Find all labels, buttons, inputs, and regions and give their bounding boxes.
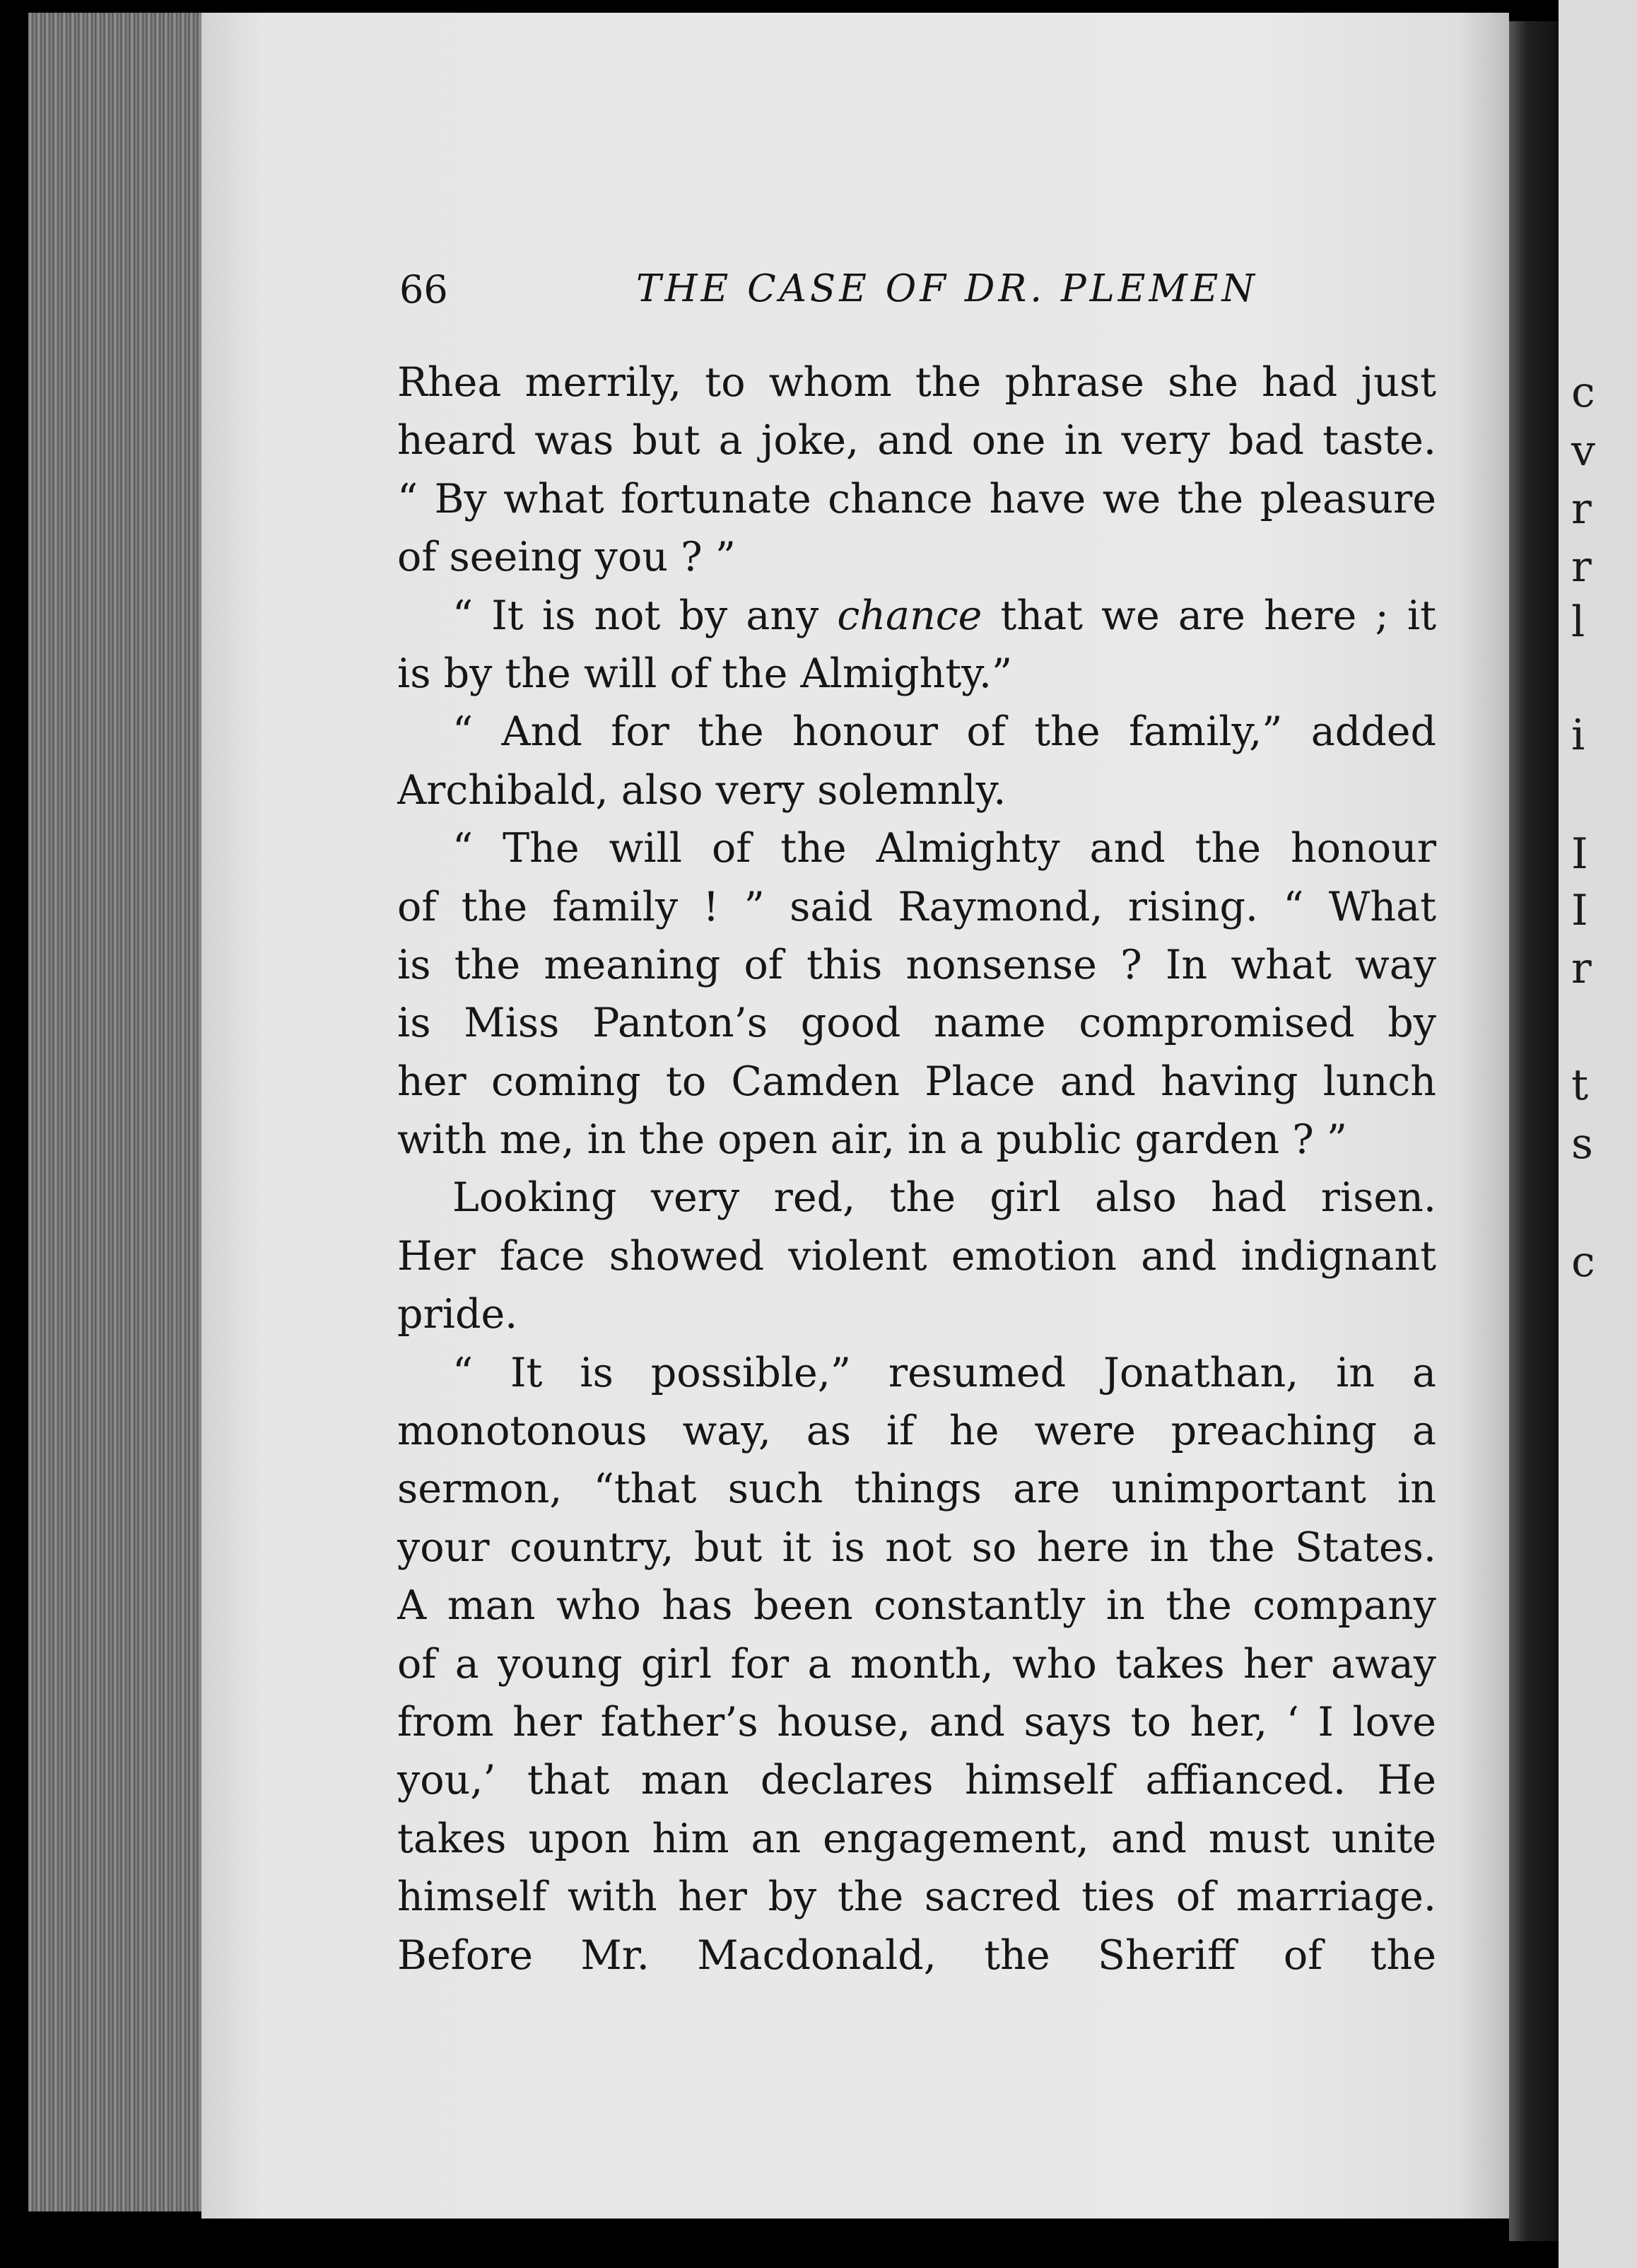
text-line: heard was but a joke, and one in very bad taste.	[397, 417, 1436, 464]
text-line: sermon, “that such things are unimportant in	[397, 1466, 1436, 1513]
running-title: THE CASE OF DR. PLEMEN	[636, 267, 1258, 310]
text-line: of a young girl for a month, who takes her away	[397, 1640, 1436, 1688]
text-line: is the meaning of this nonsense ? In what way	[397, 941, 1436, 988]
text-line: her coming to Camden Place and having lunch	[397, 1058, 1436, 1105]
body-text	[397, 353, 1436, 1984]
text-line: “ The will of the Almighty and the honour	[452, 825, 1436, 872]
text-line: pride.	[397, 1291, 518, 1338]
facing-page-fragment: i	[1571, 711, 1585, 760]
facing-page-fragment: s	[1571, 1119, 1593, 1169]
facing-page-fragment: r	[1571, 944, 1592, 993]
text-line: Before Mr. Macdonald, the Sheriff of the	[397, 1931, 1436, 1979]
text-line: of the family ! ” said Raymond, rising. “ What	[397, 883, 1436, 930]
book-gutter	[1509, 21, 1559, 2241]
text-line: Rhea merrily, to whom the phrase she had just	[397, 359, 1436, 406]
text-line: from her father’s house, and says to her, ‘ I love	[397, 1698, 1436, 1746]
facing-page-fragment: c	[1571, 1237, 1595, 1287]
text-line: takes upon him an engagement, and must unite	[397, 1815, 1436, 1862]
facing-page-fragment: l	[1571, 597, 1585, 647]
running-head	[399, 267, 1460, 324]
facing-page-edge	[1559, 0, 1637, 2268]
text-segment: “ It is not by any	[452, 592, 838, 639]
text-line: is Miss Panton’s good name compromised by	[397, 1000, 1436, 1047]
text-line: Archibald, also very solemnly.	[397, 766, 1007, 814]
facing-page-fragment: I	[1571, 829, 1588, 879]
text-segment: that we are here ; it	[982, 592, 1436, 639]
page-number: 66	[399, 267, 448, 312]
facing-page-fragment: t	[1571, 1060, 1589, 1110]
text-line: of seeing you ? ”	[397, 534, 736, 581]
text-line: your country, but it is not so here in the States.	[397, 1524, 1436, 1571]
text-line: you,’ that man declares himself affianced. He	[397, 1757, 1436, 1804]
facing-page-fragment: r	[1571, 484, 1592, 534]
facing-page-fragment: v	[1571, 426, 1595, 476]
text-line: “ By what fortunate chance have we the pleasure	[397, 475, 1436, 522]
text-line: with me, in the open air, in a public garden ? ”	[397, 1116, 1348, 1164]
text-line: Her face showed violent emotion and indignant	[397, 1232, 1436, 1280]
text-line: “ It is possible,” resumed Jonathan, in a	[452, 1349, 1436, 1396]
italic-word: chance	[837, 592, 982, 639]
text-line: A man who has been constantly in the company	[397, 1582, 1436, 1630]
facing-page-fragment: r	[1571, 542, 1592, 592]
page-edges	[28, 13, 205, 2211]
facing-page-fragment: I	[1571, 886, 1588, 935]
text-line: himself with her by the sacred ties of marriage.	[397, 1874, 1436, 1921]
text-line: monotonous way, as if he were preaching a	[397, 1408, 1436, 1455]
facing-page-fragment: c	[1571, 368, 1595, 417]
text-line: is by the will of the Almighty.”	[397, 650, 1013, 697]
text-line: Looking very red, the girl also had risen.	[452, 1174, 1436, 1222]
text-line	[397, 587, 1436, 645]
text-line: “ And for the honour of the family,” added	[452, 708, 1436, 756]
